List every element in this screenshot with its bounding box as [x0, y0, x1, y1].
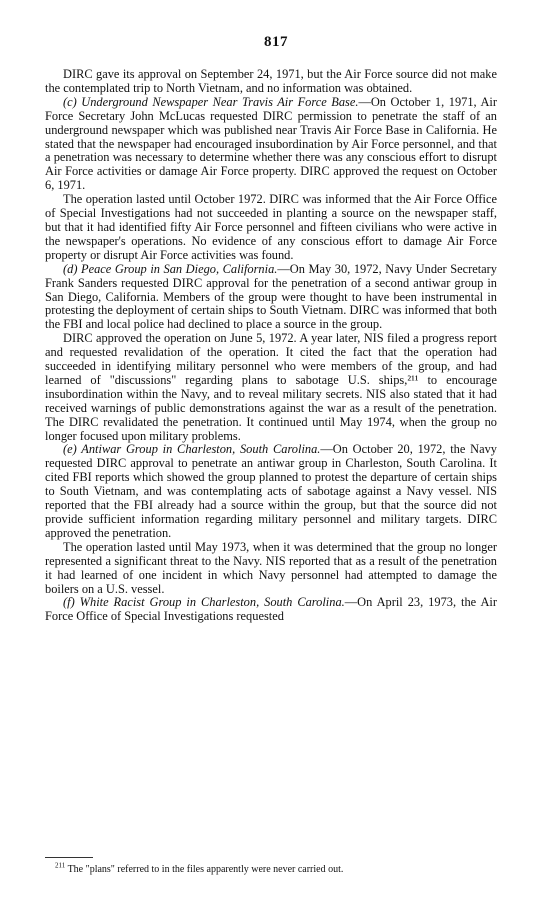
footnote-divider — [45, 857, 93, 858]
paragraph-text: The operation lasted until October 1972. DIRC was informed that the Air Force Office of Special Investigations had not succeeded in planting a source on the newspaper staff, but that it had identified fifty Air Force personnel and fifteen civilians who were active in the newspaper's operations. No evidence of any conscious effort to damage Air Force property or disrupt Air Force activities was found. — [45, 192, 497, 262]
paragraph-text: —On April 23, 1973, the Air Force Office of Special Investigations requested — [45, 595, 497, 624]
paragraph-text: —On May 30, 1972, Navy Under Secretary Frank Sanders requested DIRC approval for the penetration of a second antiwar group in San Diego, California. Members of the group were thought to have been instrumental in protesting the deployment of certain ships to South Vietnam. DIRC was informed that both the FBI and local police had declined to place a source in the group. — [45, 261, 497, 332]
body-text — [45, 68, 497, 624]
section-heading: (e) Antiwar Group in Charleston, South Carolina. — [63, 442, 321, 457]
paragraph-text: DIRC gave its approval on September 24, 1971, but the Air Force source did not make the contemplated trip to North Vietnam, and no information was obtained. — [45, 67, 497, 95]
footnote — [55, 861, 495, 876]
paragraph — [45, 96, 497, 193]
paragraph-text: —On October 1, 1971, Air Force Secretary John McLucas requested DIRC permission to penetrate the staff of an underground newspaper which was published near Travis Air Force Base in California. He stated that the newspaper had encouraged insubordination by Air Force personnel, and that a penetration was necessary to determine whether there was any conscious effort to disrupt Air Force activities or damage Air Force property. DIRC approved the request on October 6, 1971. — [45, 94, 497, 193]
paragraph-text: DIRC approved the operation on June 5, 1972. A year later, NIS filed a progress report and requested revalidation of the operation. It cited the fact that the operation had succeeded in identifying military personnel who were members of the group, and had learned of "discussions" regarding plans to sabotage U.S. ships,²¹¹ to encourage insubordination within the Navy, and to reveal military secrets. NIS also stated that it had received warnings of public demonstrations against the war as a result of the penetration. The DIRC revalidated the penetration. It continued until May 1974, when the group no longer focused upon military problems. — [45, 331, 497, 443]
paragraph-text: The operation lasted until May 1973, when it was determined that the group no longer represented a significant threat to the Navy. NIS reported that as a result of the penetration it had learned of one incident in which Navy personnel had attempted to damage the boilers on a U.S. vessel. — [45, 539, 497, 596]
paragraph — [45, 68, 497, 96]
paragraph — [45, 332, 497, 443]
paragraph-text: —On October 20, 1972, the Navy requested DIRC approval to penetrate an antiwar group in Charleston, South Carolina. It cited FBI reports which showed the group planned to protest the departure of certain ships to South Vietnam, and was contemplating acts of sabotage against a Navy vessel. NIS reported that the FBI already had a source within the group, but that the source did not provide sufficient information regarding military personnel and military targets. DIRC approved the penetration. — [45, 442, 497, 540]
section-heading: (c) Underground Newspaper Near Travis Air Force Base. — [63, 94, 359, 109]
paragraph — [45, 193, 497, 263]
section-heading: (d) Peace Group in San Diego, California. — [63, 261, 278, 276]
footnote-marker: 211 — [55, 861, 66, 870]
page-number: 817 — [264, 34, 288, 50]
paragraph — [45, 596, 497, 624]
footnote-text: The "plans" referred to in the files apparently were never carried out. — [65, 864, 344, 875]
section-heading: (f) White Racist Group in Charleston, South Carolina. — [63, 595, 345, 610]
paragraph — [45, 263, 497, 333]
paragraph — [45, 443, 497, 540]
paragraph — [45, 541, 497, 597]
